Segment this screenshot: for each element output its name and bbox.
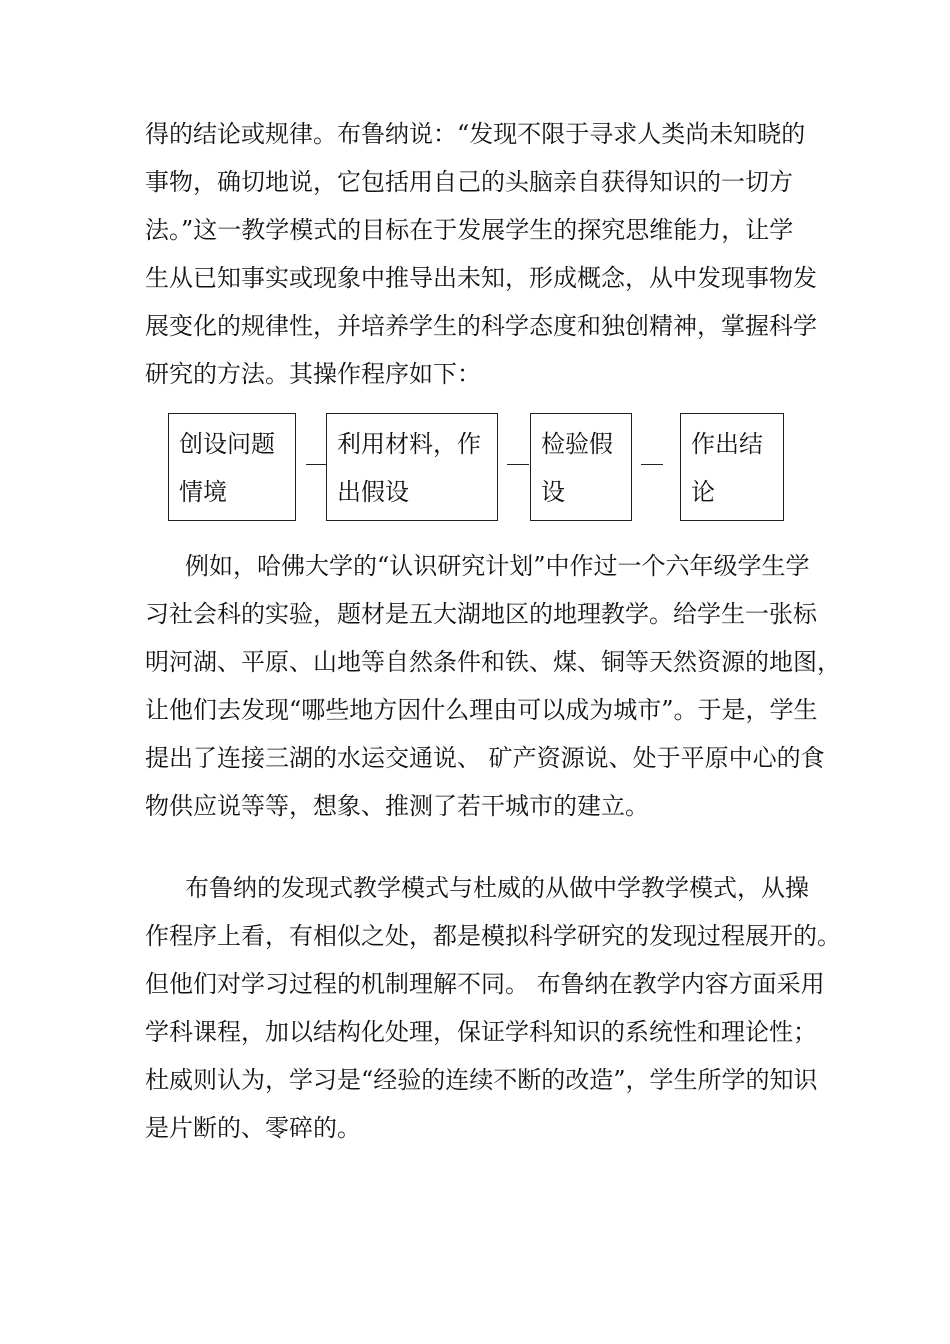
text-line: 研究的方法。其操作程序如下：: [145, 360, 481, 388]
text-line: 杜威则认为，学习是“经验的连续不断的改造”，学生所学的知识: [145, 1066, 818, 1094]
flow-connector: [306, 464, 328, 465]
text-line: 法。”这一教学模式的目标在于发展学生的探究思维能力，让学: [145, 216, 794, 244]
flow-step-3: [530, 413, 632, 521]
paragraph-discovery-definition: [145, 110, 817, 398]
text-line: 作程序上看，有相似之处，都是模拟科学研究的发现过程展开的。: [145, 922, 841, 950]
flow-step-text: 创设问题: [179, 430, 275, 458]
text-line: 学科课程，加以结构化处理，保证学科知识的系统性和理论性；: [145, 1018, 817, 1046]
text-line: 习社会科的实验，题材是五大湖地区的地理教学。给学生一张标: [145, 600, 817, 628]
paragraph-bruner-dewey-comparison: [145, 864, 841, 1152]
text-line: 物供应说等等，想象、推测了若干城市的建立。: [145, 792, 649, 820]
text-line: 得的结论或规律。布鲁纳说：“发现不限于寻求人类尚未知晓的: [145, 120, 806, 148]
flow-step-2: [326, 413, 498, 521]
flow-step-1: [168, 413, 296, 521]
flow-step-text: 情境: [179, 478, 227, 506]
flow-step-text: 作出结: [691, 430, 763, 458]
text-line: 事物，确切地说，它包括用自己的头脑亲自获得知识的一切方: [145, 168, 793, 196]
text-line: 例如，哈佛大学的“认识研究计划”中作过一个六年级学生学: [185, 552, 810, 580]
flow-step-text: 设: [541, 478, 565, 506]
text-line: 明河湖、平原、山地等自然条件和铁、煤、铜等天然资源的地图，: [145, 648, 841, 676]
text-line: 提出了连接三湖的水运交通说、 矿产资源说、处于平原中心的食: [145, 744, 825, 772]
text-line: 但他们对学习过程的机制理解不同。 布鲁纳在教学内容方面采用: [145, 970, 825, 998]
flow-step-text: 检验假: [541, 430, 613, 458]
flow-step-text: 出假设: [337, 478, 409, 506]
flow-step-4: [680, 413, 784, 521]
text-line: 展变化的规律性，并培养学生的科学态度和独创精神，掌握科学: [145, 312, 817, 340]
text-line: 生从已知事实或现象中推导出未知，形成概念，从中发现事物发: [145, 264, 817, 292]
text-line: 让他们去发现“哪些地方因什么理由可以成为城市”。于是，学生: [145, 696, 818, 724]
flow-connector: [507, 464, 529, 465]
flow-connector: [641, 464, 663, 465]
flow-step-text: 利用材料，作: [337, 430, 481, 458]
flow-step-text: 论: [691, 478, 715, 506]
procedure-flowchart: [0, 413, 950, 525]
text-line: 布鲁纳的发现式教学模式与杜威的从做中学教学模式，从操: [185, 874, 809, 902]
text-line: 是片断的、零碎的。: [145, 1114, 361, 1142]
paragraph-harvard-example: [145, 542, 841, 830]
